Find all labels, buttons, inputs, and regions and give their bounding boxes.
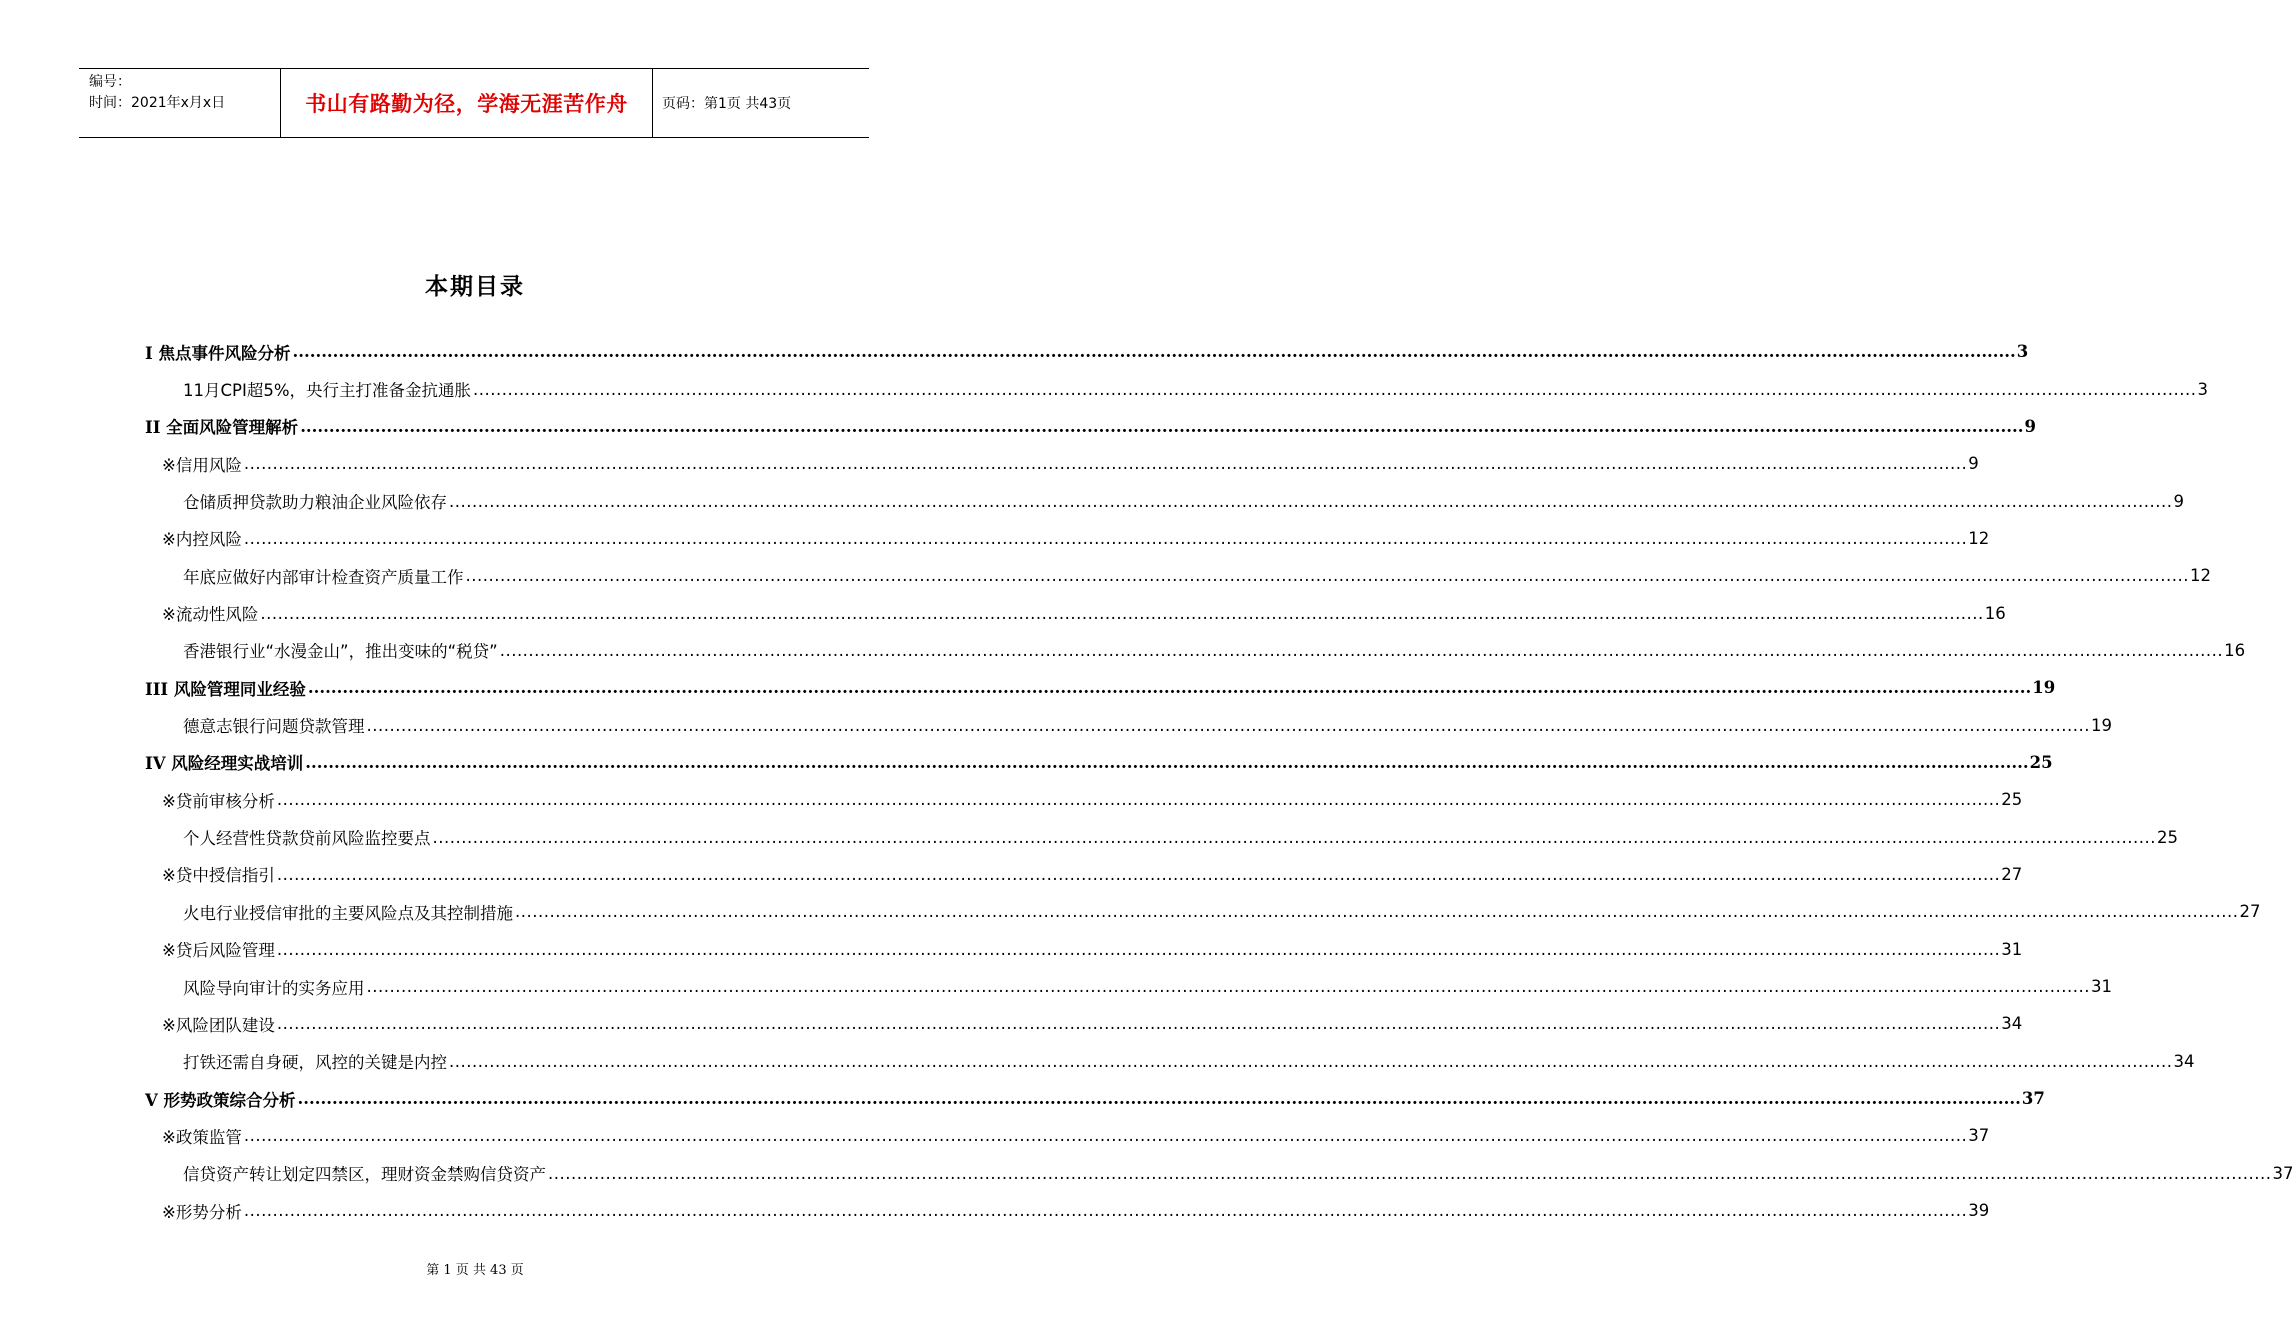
toc-entry-page: 37 — [1968, 1126, 1990, 1146]
toc-entry-label: I 焦点事件风险分析 — [145, 343, 291, 363]
toc-entry-page: 39 — [1968, 1201, 1990, 1221]
toc-entry[interactable] — [145, 1005, 2023, 1042]
toc-entry[interactable] — [145, 1192, 1990, 1229]
toc-entry-label: ※内控风险 — [162, 530, 242, 550]
toc-entry-page: 27 — [2239, 902, 2261, 922]
toc-entry-label: ※贷前审核分析 — [162, 791, 275, 811]
header-page-info: 页码：第1页 共43页 — [662, 96, 792, 112]
toc-leader-dots: ............................................................................................................................................................................................................................................................................................................ — [292, 342, 2016, 362]
toc-entry[interactable] — [145, 482, 2184, 519]
toc-leader-dots: ............................................................................................................................................................................................................................................................................................................ — [515, 902, 2239, 922]
toc-entry-label: 打铁还需自身硬，风控的关键是内控 — [183, 1053, 447, 1073]
toc-entry[interactable] — [145, 893, 2261, 930]
toc-entry-label: 火电行业授信审批的主要风险点及其控制措施 — [183, 903, 513, 923]
document-time-label: 时间：2021年x月x日 — [89, 95, 226, 111]
toc-leader-dots: ............................................................................................................................................................................................................................................................................................................ — [449, 1051, 2173, 1071]
toc-entry[interactable] — [145, 594, 2006, 631]
toc-leader-dots: ............................................................................................................................................................................................................................................................................................................ — [300, 416, 2024, 436]
toc-entry-page: 3 — [2197, 379, 2208, 399]
toc-entry[interactable] — [145, 968, 2112, 1005]
toc-entry-page: 9 — [2024, 416, 2036, 436]
toc-entry-page: 12 — [2189, 566, 2211, 586]
toc-entry-page: 25 — [2001, 790, 2023, 810]
toc-entry[interactable] — [145, 557, 2211, 594]
toc-entry[interactable] — [145, 931, 2023, 968]
header-motto: 书山有路勤为径，学海无涯苦作舟 — [281, 69, 653, 137]
toc-entry[interactable] — [145, 706, 2112, 743]
toc-leader-dots: ............................................................................................................................................................................................................................................................................................................ — [305, 752, 2029, 772]
toc-leader-dots: ............................................................................................................................................................................................................................................................................................................ — [276, 864, 2001, 884]
toc-entry[interactable] — [145, 1155, 2293, 1192]
toc-entry[interactable] — [145, 408, 2036, 445]
toc-entry[interactable] — [145, 781, 2023, 818]
toc-entry-label: 年底应做好内部审计检查资产质量工作 — [183, 567, 464, 587]
toc-entry-label: ※贷后风险管理 — [162, 941, 275, 961]
toc-entry[interactable] — [145, 1080, 2045, 1117]
toc-entry-label: III 风险管理同业经验 — [145, 679, 306, 699]
toc-entry-page: 34 — [2173, 1051, 2195, 1071]
page-footer: 第 1 页 共 43 页 — [426, 1263, 524, 1278]
header-meta — [79, 69, 281, 137]
toc-leader-dots: ............................................................................................................................................................................................................................................................................................................ — [548, 1163, 2272, 1183]
toc-entry-label: IV 风险经理实战培训 — [145, 754, 304, 774]
table-of-contents — [145, 333, 2293, 1229]
toc-entry[interactable] — [145, 632, 2246, 669]
toc-entry-label: 风险导向审计的实务应用 — [183, 978, 365, 998]
toc-entry-label: V 形势政策综合分析 — [145, 1090, 296, 1110]
toc-entry-page: 19 — [2032, 678, 2056, 698]
toc-leader-dots: ............................................................................................................................................................................................................................................................................................................ — [243, 454, 1968, 474]
toc-entry-label: ※形势分析 — [162, 1202, 242, 1222]
toc-entry-label: ※政策监管 — [162, 1127, 242, 1147]
toc-leader-dots: ............................................................................................................................................................................................................................................................................................................ — [276, 1014, 2001, 1034]
toc-entry-page: 31 — [2090, 977, 2112, 997]
toc-leader-dots: ............................................................................................................................................................................................................................................................................................................ — [297, 1089, 2021, 1109]
toc-entry-page: 9 — [1968, 454, 1979, 474]
toc-entry-page: 27 — [2001, 864, 2023, 884]
toc-entry-page: 37 — [2021, 1089, 2045, 1109]
document-number-label: 编号： — [89, 74, 131, 90]
toc-leader-dots: ............................................................................................................................................................................................................................................................................................................ — [366, 715, 2090, 735]
toc-entry-label: 香港银行业“水漫金山”，推出变味的“税贷” — [183, 642, 498, 662]
toc-entry-page: 19 — [2090, 715, 2112, 735]
toc-leader-dots: ............................................................................................................................................................................................................................................................................................................ — [260, 603, 1984, 623]
toc-leader-dots: ............................................................................................................................................................................................................................................................................................................ — [307, 678, 2032, 698]
toc-entry-page: 16 — [1984, 603, 2006, 623]
toc-entry-label: 德意志银行问题贷款管理 — [183, 717, 365, 737]
toc-leader-dots: ............................................................................................................................................................................................................................................................................................................ — [243, 528, 1968, 548]
toc-entry-page: 3 — [2016, 342, 2029, 362]
toc-entry-label: 仓储质押贷款助力粮油企业风险依存 — [183, 493, 447, 513]
toc-leader-dots: ............................................................................................................................................................................................................................................................................................................ — [449, 491, 2173, 511]
toc-entry-page: 31 — [2001, 939, 2023, 959]
toc-entry-label: II 全面风险管理解析 — [145, 418, 299, 438]
toc-entry[interactable] — [145, 333, 2029, 370]
toc-leader-dots: ............................................................................................................................................................................................................................................................................................................ — [366, 977, 2090, 997]
toc-entry-label: ※风险团队建设 — [162, 1015, 275, 1035]
toc-entry[interactable] — [145, 1117, 1990, 1154]
toc-entry-page: 25 — [2156, 827, 2178, 847]
toc-entry-page: 12 — [1968, 528, 1990, 548]
toc-entry-label: 个人经营性贷款贷前风险监控要点 — [183, 829, 431, 849]
toc-entry[interactable] — [145, 744, 2053, 781]
toc-leader-dots: ............................................................................................................................................................................................................................................................................................................ — [276, 939, 2001, 959]
toc-entry-label: ※流动性风险 — [162, 605, 259, 625]
toc-entry-label: 信贷资产转让划定四禁区，理财资金禁购信贷资产 — [183, 1165, 546, 1185]
toc-entry[interactable] — [145, 370, 2208, 407]
toc-entry[interactable] — [145, 669, 2056, 706]
toc-entry[interactable] — [145, 445, 1979, 482]
toc-entry-label: 11月CPI超5%，央行主打准备金抗通胀 — [183, 381, 472, 401]
toc-leader-dots: ............................................................................................................................................................................................................................................................................................................ — [243, 1126, 1968, 1146]
toc-entry[interactable] — [145, 818, 2178, 855]
toc-entry-page: 9 — [2173, 491, 2184, 511]
toc-leader-dots: ............................................................................................................................................................................................................................................................................................................ — [499, 640, 2224, 660]
toc-entry-page: 34 — [2001, 1014, 2023, 1034]
page-header — [79, 68, 869, 138]
toc-entry-page: 25 — [2029, 752, 2053, 772]
toc-leader-dots: ............................................................................................................................................................................................................................................................................................................ — [243, 1201, 1968, 1221]
toc-leader-dots: ............................................................................................................................................................................................................................................................................................................ — [276, 790, 2001, 810]
toc-title: 本期目录 — [425, 273, 525, 300]
toc-entry-page: 16 — [2224, 640, 2246, 660]
toc-entry[interactable] — [145, 520, 1990, 557]
toc-leader-dots: ............................................................................................................................................................................................................................................................................................................ — [432, 827, 2156, 847]
toc-leader-dots: ............................................................................................................................................................................................................................................................................................................ — [473, 379, 2197, 399]
toc-entry-page: 37 — [2272, 1163, 2293, 1183]
toc-entry[interactable] — [145, 856, 2023, 893]
toc-entry[interactable] — [145, 1043, 2195, 1080]
toc-leader-dots: ............................................................................................................................................................................................................................................................................................................ — [465, 566, 2189, 586]
toc-entry-label: ※信用风险 — [162, 455, 242, 475]
toc-entry-label: ※贷中授信指引 — [162, 866, 275, 886]
